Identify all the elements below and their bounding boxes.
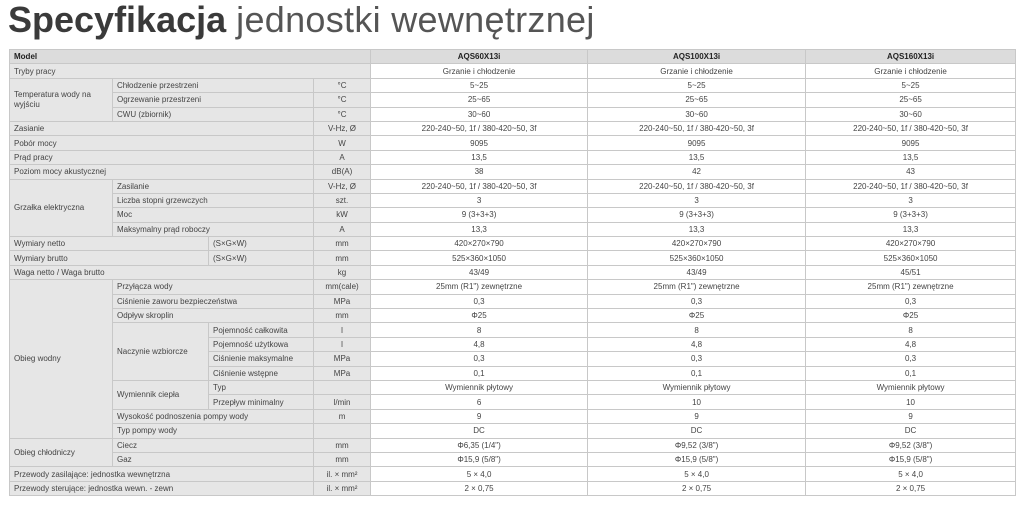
table-row bbox=[10, 467, 1016, 481]
row-unit: mm bbox=[314, 438, 371, 452]
table-row bbox=[10, 424, 1016, 438]
row-value: 5 × 4,0 bbox=[806, 467, 1016, 481]
row-value: 0,3 bbox=[806, 352, 1016, 366]
row-label: Pobór mocy bbox=[10, 136, 314, 150]
table-row bbox=[10, 481, 1016, 495]
row-value: 8 bbox=[588, 323, 806, 337]
row-value: Φ15,9 (5/8") bbox=[588, 452, 806, 466]
header-model-3: AQS160X13i bbox=[806, 50, 1016, 64]
row-unit: mm bbox=[314, 237, 371, 251]
row-unit: kg bbox=[314, 265, 371, 279]
table-header-row bbox=[10, 50, 1016, 64]
row-value: 38 bbox=[371, 165, 588, 179]
row-label: Poziom mocy akustycznej bbox=[10, 165, 314, 179]
row-sublabel: (S×G×W) bbox=[209, 237, 314, 251]
row-value: 3 bbox=[371, 193, 588, 207]
row-label: Przepływ minimalny bbox=[209, 395, 314, 409]
row-value: Φ6,35 (1/4") bbox=[371, 438, 588, 452]
row-value: 525×360×1050 bbox=[588, 251, 806, 265]
row-unit: V-Hz, Ø bbox=[314, 179, 371, 193]
table-row bbox=[10, 78, 1016, 92]
row-value: 10 bbox=[588, 395, 806, 409]
row-value: Φ25 bbox=[806, 309, 1016, 323]
table-row bbox=[10, 208, 1016, 222]
row-unit: il. × mm² bbox=[314, 481, 371, 495]
row-value: 25~65 bbox=[371, 93, 588, 107]
row-label: Ciśnienie zaworu bezpieczeństwa bbox=[113, 294, 314, 308]
row-value: 220-240~50, 1f / 380-420~50, 3f bbox=[371, 179, 588, 193]
row-unit: W bbox=[314, 136, 371, 150]
group-label-expansion-vessel: Naczynie wzbiorcze bbox=[113, 323, 209, 381]
row-unit: °C bbox=[314, 93, 371, 107]
row-unit: °C bbox=[314, 107, 371, 121]
row-unit: MPa bbox=[314, 294, 371, 308]
row-label: Typ pompy wody bbox=[113, 424, 314, 438]
title-bold: Specyfikacja bbox=[8, 0, 227, 40]
row-unit: mm bbox=[314, 309, 371, 323]
row-value: 2 × 0,75 bbox=[371, 481, 588, 495]
table-row bbox=[10, 222, 1016, 236]
row-value: 13,5 bbox=[371, 150, 588, 164]
row-value: 5~25 bbox=[371, 78, 588, 92]
table-row bbox=[10, 452, 1016, 466]
row-unit: szt. bbox=[314, 193, 371, 207]
row-unit: mm bbox=[314, 251, 371, 265]
row-value: 13,5 bbox=[806, 150, 1016, 164]
group-label-water-circuit: Obieg wodny bbox=[10, 280, 113, 438]
row-sublabel: (S×G×W) bbox=[209, 251, 314, 265]
row-unit: mm bbox=[314, 452, 371, 466]
row-label: Typ bbox=[209, 380, 314, 394]
row-unit: MPa bbox=[314, 352, 371, 366]
row-value: 9 bbox=[806, 409, 1016, 423]
row-label: Przyłącza wody bbox=[113, 280, 314, 294]
table-row bbox=[10, 309, 1016, 323]
row-value: 13,5 bbox=[588, 150, 806, 164]
row-value: 10 bbox=[806, 395, 1016, 409]
row-unit: dB(A) bbox=[314, 165, 371, 179]
row-value: 2 × 0,75 bbox=[588, 481, 806, 495]
row-unit: V-Hz, Ø bbox=[314, 121, 371, 135]
header-model-label: Model bbox=[10, 50, 371, 64]
row-value: 5 × 4,0 bbox=[588, 467, 806, 481]
row-label: Pojemność całkowita bbox=[209, 323, 314, 337]
row-label: Przewody zasilające: jednostka wewnętrzna bbox=[10, 467, 314, 481]
row-label: Ciśnienie wstępne bbox=[209, 366, 314, 380]
row-unit bbox=[314, 380, 371, 394]
row-label: CWU (zbiornik) bbox=[113, 107, 314, 121]
row-value: 420×270×790 bbox=[588, 237, 806, 251]
row-value: 13,3 bbox=[806, 222, 1016, 236]
table-row bbox=[10, 323, 1016, 337]
row-value: 0,3 bbox=[806, 294, 1016, 308]
row-value: 525×360×1050 bbox=[371, 251, 588, 265]
row-label: Wysokość podnoszenia pompy wody bbox=[113, 409, 314, 423]
header-model-2: AQS100X13i bbox=[588, 50, 806, 64]
row-value: 220-240~50, 1f / 380-420~50, 3f bbox=[588, 121, 806, 135]
table-row bbox=[10, 409, 1016, 423]
row-label: Gaz bbox=[113, 452, 314, 466]
row-value: 5 × 4,0 bbox=[371, 467, 588, 481]
row-value: Φ15,9 (5/8") bbox=[806, 452, 1016, 466]
row-value: 13,3 bbox=[371, 222, 588, 236]
row-value: 220-240~50, 1f / 380-420~50, 3f bbox=[806, 179, 1016, 193]
row-value: 9 bbox=[588, 409, 806, 423]
row-label: Waga netto / Waga brutto bbox=[10, 265, 314, 279]
row-value: 8 bbox=[371, 323, 588, 337]
table-row bbox=[10, 265, 1016, 279]
row-value: 525×360×1050 bbox=[806, 251, 1016, 265]
group-label-heater: Grzałka elektryczna bbox=[10, 179, 113, 237]
row-value: 9095 bbox=[806, 136, 1016, 150]
row-value: 3 bbox=[588, 193, 806, 207]
row-value: 9 (3+3+3) bbox=[806, 208, 1016, 222]
table-row bbox=[10, 380, 1016, 394]
row-value: 6 bbox=[371, 395, 588, 409]
table-row bbox=[10, 150, 1016, 164]
row-label: Wymiary brutto bbox=[10, 251, 209, 265]
group-label-heat-exchanger: Wymiennik ciepła bbox=[113, 380, 209, 409]
row-label: Przewody sterujące: jednostka wewn. - zewn bbox=[10, 481, 314, 495]
row-value: 420×270×790 bbox=[806, 237, 1016, 251]
row-value: DC bbox=[806, 424, 1016, 438]
row-value: 43/49 bbox=[588, 265, 806, 279]
row-value: 43 bbox=[806, 165, 1016, 179]
header-model-1: AQS60X13i bbox=[371, 50, 588, 64]
row-label: Ciśnienie maksymalne bbox=[209, 352, 314, 366]
table-row bbox=[10, 64, 1016, 78]
row-label: Zasianie bbox=[10, 121, 314, 135]
row-value: 3 bbox=[806, 193, 1016, 207]
row-value: Wymiennik płytowy bbox=[588, 380, 806, 394]
page-title bbox=[8, 0, 595, 40]
table-row bbox=[10, 107, 1016, 121]
table-row bbox=[10, 179, 1016, 193]
row-value: 43/49 bbox=[371, 265, 588, 279]
group-label-temperature: Temperatura wody na wyjściu bbox=[10, 78, 113, 121]
row-value: 0,3 bbox=[371, 294, 588, 308]
row-unit: l bbox=[314, 323, 371, 337]
row-value: DC bbox=[371, 424, 588, 438]
row-label: Maksymalny prąd roboczy bbox=[113, 222, 314, 236]
row-value: 30~60 bbox=[806, 107, 1016, 121]
row-unit: il. × mm² bbox=[314, 467, 371, 481]
row-unit: m bbox=[314, 409, 371, 423]
table-row bbox=[10, 93, 1016, 107]
row-value: 9095 bbox=[588, 136, 806, 150]
row-label: Prąd pracy bbox=[10, 150, 314, 164]
row-value: 0,3 bbox=[588, 294, 806, 308]
row-label: Ciecz bbox=[113, 438, 314, 452]
row-label: Moc bbox=[113, 208, 314, 222]
row-value: 0,3 bbox=[588, 352, 806, 366]
row-value: 30~60 bbox=[588, 107, 806, 121]
row-value: 220-240~50, 1f / 380-420~50, 3f bbox=[588, 179, 806, 193]
row-value: 0,1 bbox=[588, 366, 806, 380]
row-value: 0,1 bbox=[371, 366, 588, 380]
row-value: 25~65 bbox=[806, 93, 1016, 107]
table-row bbox=[10, 237, 1016, 251]
row-value: 2 × 0,75 bbox=[806, 481, 1016, 495]
row-unit bbox=[314, 424, 371, 438]
row-value: Φ9,52 (3/8") bbox=[588, 438, 806, 452]
row-value: 5~25 bbox=[806, 78, 1016, 92]
row-unit: A bbox=[314, 150, 371, 164]
row-value: 8 bbox=[806, 323, 1016, 337]
row-value: Φ25 bbox=[371, 309, 588, 323]
row-label: Odpływ skroplin bbox=[113, 309, 314, 323]
row-label: Zasilanie bbox=[113, 179, 314, 193]
table-row bbox=[10, 165, 1016, 179]
row-unit: °C bbox=[314, 78, 371, 92]
row-value: Wymiennik płytowy bbox=[806, 380, 1016, 394]
row-label: Ogrzewanie przestrzeni bbox=[113, 93, 314, 107]
group-label-refrigerant-circuit: Obieg chłodniczy bbox=[10, 438, 113, 467]
row-value: 45/51 bbox=[806, 265, 1016, 279]
table-row bbox=[10, 193, 1016, 207]
row-value: 9 (3+3+3) bbox=[371, 208, 588, 222]
row-value: Grzanie i chłodzenie bbox=[806, 64, 1016, 78]
row-value: 420×270×790 bbox=[371, 237, 588, 251]
row-label: Liczba stopni grzewczych bbox=[113, 193, 314, 207]
title-light: jednostki wewnętrznej bbox=[236, 0, 595, 40]
row-value: Grzanie i chłodzenie bbox=[588, 64, 806, 78]
row-value: DC bbox=[588, 424, 806, 438]
row-value: Φ25 bbox=[588, 309, 806, 323]
row-value: 25mm (R1") zewnętrzne bbox=[371, 280, 588, 294]
row-value: 42 bbox=[588, 165, 806, 179]
row-value: 9 bbox=[371, 409, 588, 423]
row-value: Wymiennik płytowy bbox=[371, 380, 588, 394]
row-unit: mm(cale) bbox=[314, 280, 371, 294]
row-value: 25~65 bbox=[588, 93, 806, 107]
row-value: 25mm (R1") zewnętrzne bbox=[806, 280, 1016, 294]
row-value: 220-240~50, 1f / 380-420~50, 3f bbox=[371, 121, 588, 135]
row-value: 4,8 bbox=[806, 337, 1016, 351]
table-row bbox=[10, 280, 1016, 294]
row-value: 9 (3+3+3) bbox=[588, 208, 806, 222]
row-value: 5~25 bbox=[588, 78, 806, 92]
table-row bbox=[10, 251, 1016, 265]
row-value: 13,3 bbox=[588, 222, 806, 236]
spec-table bbox=[9, 49, 1016, 496]
row-value: 9095 bbox=[371, 136, 588, 150]
row-value: 0,3 bbox=[371, 352, 588, 366]
row-value: Φ15,9 (5/8") bbox=[371, 452, 588, 466]
row-unit: A bbox=[314, 222, 371, 236]
row-label: Wymiary netto bbox=[10, 237, 209, 251]
row-value: 30~60 bbox=[371, 107, 588, 121]
table-row bbox=[10, 121, 1016, 135]
row-value: 25mm (R1") zewnętrzne bbox=[588, 280, 806, 294]
table-row bbox=[10, 136, 1016, 150]
row-value: 4,8 bbox=[588, 337, 806, 351]
row-value: 220-240~50, 1f / 380-420~50, 3f bbox=[806, 121, 1016, 135]
row-value: Grzanie i chłodzenie bbox=[371, 64, 588, 78]
table-row bbox=[10, 438, 1016, 452]
row-label: Chłodzenie przestrzeni bbox=[113, 78, 314, 92]
row-label: Tryby pracy bbox=[10, 64, 371, 78]
row-value: 0,1 bbox=[806, 366, 1016, 380]
row-label: Pojemność użytkowa bbox=[209, 337, 314, 351]
row-unit: kW bbox=[314, 208, 371, 222]
row-unit: MPa bbox=[314, 366, 371, 380]
row-unit: l bbox=[314, 337, 371, 351]
row-value: 4,8 bbox=[371, 337, 588, 351]
table-row bbox=[10, 294, 1016, 308]
row-unit: l/min bbox=[314, 395, 371, 409]
row-value: Φ9,52 (3/8") bbox=[806, 438, 1016, 452]
